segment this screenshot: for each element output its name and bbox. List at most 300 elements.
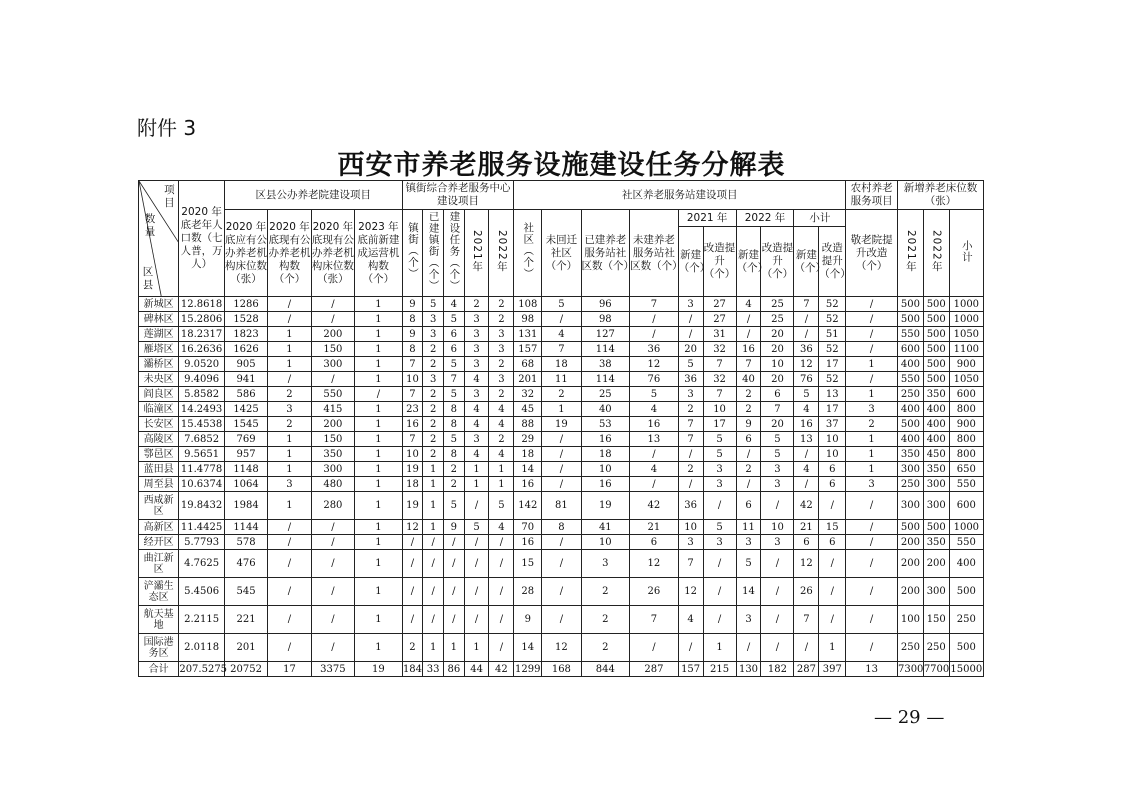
value-cell: / <box>311 634 354 662</box>
corner-county-label: 区县 <box>142 266 154 291</box>
header-comm-unbuilt: 未建养老服务站社区数（个） <box>630 210 679 297</box>
value-cell: / <box>542 550 581 578</box>
value-cell: 37 <box>819 417 846 432</box>
value-cell: 7 <box>794 297 819 312</box>
value-cell: 7 <box>678 550 703 578</box>
attachment-label: 附件 3 <box>137 116 197 140</box>
value-cell: 2 <box>736 402 761 417</box>
value-cell: / <box>846 327 898 342</box>
value-cell: 5 <box>444 492 465 520</box>
value-cell: 280 <box>311 492 354 520</box>
value-cell: 38 <box>581 357 630 372</box>
value-cell: 200 <box>311 417 354 432</box>
table-row <box>139 535 984 550</box>
value-cell: 400 <box>923 432 949 447</box>
value-cell: / <box>819 578 846 606</box>
corner-header <box>139 181 179 297</box>
value-cell: 1 <box>355 432 403 447</box>
value-cell: 2 <box>268 417 311 432</box>
value-cell: / <box>630 327 679 342</box>
header-town-task: 建设任务（个） <box>444 210 465 297</box>
value-cell: 10 <box>819 432 846 447</box>
value-cell: 3 <box>489 372 514 387</box>
value-cell: 500 <box>897 520 923 535</box>
value-cell: 7 <box>630 606 679 634</box>
value-cell: 19.8432 <box>179 492 225 520</box>
value-cell: 7 <box>794 606 819 634</box>
value-cell: 42 <box>630 492 679 520</box>
value-cell: 300 <box>923 578 949 606</box>
value-cell: 13 <box>794 432 819 447</box>
value-cell: 5 <box>761 432 794 447</box>
value-cell: 40 <box>736 372 761 387</box>
value-cell: / <box>703 550 736 578</box>
value-cell: 5.8582 <box>179 387 225 402</box>
value-cell: 4 <box>736 297 761 312</box>
value-cell: 905 <box>224 357 267 372</box>
value-cell: 800 <box>949 447 983 462</box>
value-cell: 3 <box>464 357 489 372</box>
value-cell: / <box>761 606 794 634</box>
value-cell: / <box>703 606 736 634</box>
district-cell: 阎良区 <box>139 387 179 402</box>
value-cell: 19 <box>542 417 581 432</box>
value-cell: 9.0520 <box>179 357 225 372</box>
value-cell: / <box>311 312 354 327</box>
value-cell: 7 <box>678 432 703 447</box>
value-cell: / <box>630 312 679 327</box>
value-cell: 350 <box>923 387 949 402</box>
value-cell: 40 <box>581 402 630 417</box>
value-cell: 1 <box>355 578 403 606</box>
value-cell: 2 <box>489 312 514 327</box>
value-cell: 1 <box>846 432 898 447</box>
value-cell: 3 <box>678 535 703 550</box>
value-cell: 157 <box>514 342 542 357</box>
header-comm-subtotal: 小计 <box>794 210 846 227</box>
value-cell: / <box>794 312 819 327</box>
value-cell: 1 <box>846 357 898 372</box>
value-cell: 3 <box>678 387 703 402</box>
header-pub-existing-beds: 2020 年底现有公办养老机构床位数（张） <box>311 210 354 297</box>
value-cell: 19 <box>581 492 630 520</box>
value-cell: 5 <box>542 297 581 312</box>
value-cell: 6 <box>736 432 761 447</box>
value-cell: 7 <box>678 417 703 432</box>
header-beds-subtotal: 小计 <box>949 210 983 297</box>
value-cell: / <box>444 535 465 550</box>
value-cell: 1 <box>423 492 444 520</box>
value-cell: 17 <box>703 417 736 432</box>
value-cell: 12 <box>402 520 423 535</box>
value-cell: 52 <box>819 297 846 312</box>
value-cell: 18.2317 <box>179 327 225 342</box>
value-cell: / <box>268 312 311 327</box>
value-cell: 250 <box>897 477 923 492</box>
value-cell: 550 <box>311 387 354 402</box>
value-cell: / <box>678 477 703 492</box>
value-cell: 2 <box>423 402 444 417</box>
value-cell: 4 <box>444 297 465 312</box>
value-cell: 1 <box>355 297 403 312</box>
value-cell: 3 <box>761 535 794 550</box>
value-cell: 10 <box>819 447 846 462</box>
value-cell: 1 <box>268 462 311 477</box>
value-cell: 1050 <box>949 372 983 387</box>
value-cell: 2 <box>489 357 514 372</box>
value-cell: 8 <box>444 417 465 432</box>
value-cell: 9.5651 <box>179 447 225 462</box>
value-cell: 1050 <box>949 327 983 342</box>
value-cell: 25 <box>761 312 794 327</box>
district-cell: 新城区 <box>139 297 179 312</box>
value-cell: 108 <box>514 297 542 312</box>
value-cell: 1 <box>268 342 311 357</box>
table-row <box>139 477 984 492</box>
value-cell: 201 <box>224 634 267 662</box>
table-row <box>139 342 984 357</box>
value-cell: 168 <box>542 662 581 677</box>
value-cell: 114 <box>581 342 630 357</box>
value-cell: / <box>402 578 423 606</box>
value-cell: 1984 <box>224 492 267 520</box>
value-cell: 1626 <box>224 342 267 357</box>
value-cell: 1 <box>444 634 465 662</box>
district-cell: 国际港务区 <box>139 634 179 662</box>
value-cell: 4 <box>794 402 819 417</box>
value-cell: 10 <box>761 520 794 535</box>
value-cell: 3 <box>846 402 898 417</box>
value-cell: / <box>846 634 898 662</box>
value-cell: / <box>423 606 444 634</box>
value-cell: 33 <box>423 662 444 677</box>
value-cell: 3 <box>489 327 514 342</box>
value-cell: 2 <box>581 606 630 634</box>
value-cell: 1 <box>355 327 403 342</box>
value-cell: 221 <box>224 606 267 634</box>
value-cell: 42 <box>794 492 819 520</box>
value-cell: 20 <box>678 342 703 357</box>
district-cell: 合计 <box>139 662 179 677</box>
table-row <box>139 327 984 342</box>
value-cell: 250 <box>949 606 983 634</box>
value-cell: 287 <box>630 662 679 677</box>
value-cell: / <box>311 578 354 606</box>
value-cell: 13 <box>819 387 846 402</box>
value-cell: 52 <box>819 342 846 357</box>
header-comm-2021: 2021 年 <box>678 210 736 227</box>
value-cell: 3375 <box>311 662 354 677</box>
value-cell: 16.2636 <box>179 342 225 357</box>
value-cell: / <box>678 447 703 462</box>
value-cell: 1000 <box>949 520 983 535</box>
value-cell: 15.4538 <box>179 417 225 432</box>
value-cell: 36 <box>678 372 703 387</box>
value-cell: 10 <box>581 462 630 477</box>
value-cell: 1 <box>464 634 489 662</box>
value-cell: 350 <box>897 447 923 462</box>
value-cell: 14.2493 <box>179 402 225 417</box>
table-row <box>139 297 984 312</box>
value-cell: 10 <box>703 402 736 417</box>
value-cell: 207.5275 <box>179 663 228 675</box>
district-cell: 西咸新区 <box>139 492 179 520</box>
value-cell: 1 <box>355 357 403 372</box>
value-cell: 941 <box>224 372 267 387</box>
value-cell: 2.0118 <box>179 634 225 662</box>
district-cell: 临潼区 <box>139 402 179 417</box>
value-cell: 16 <box>794 417 819 432</box>
value-cell: 1 <box>355 447 403 462</box>
value-cell: 3 <box>464 312 489 327</box>
table-row <box>139 432 984 447</box>
value-cell: 3 <box>423 372 444 387</box>
value-cell: 4 <box>489 520 514 535</box>
value-cell: / <box>444 606 465 634</box>
value-cell: 4 <box>794 462 819 477</box>
value-cell: 1148 <box>224 462 267 477</box>
value-cell: 1299 <box>515 663 541 675</box>
value-cell: / <box>311 606 354 634</box>
value-cell: 21 <box>794 520 819 535</box>
value-cell: 2 <box>542 387 581 402</box>
value-cell: 1 <box>268 432 311 447</box>
value-cell: 2 <box>402 634 423 662</box>
value-cell: 130 <box>736 662 761 677</box>
value-cell: 27 <box>703 297 736 312</box>
district-cell: 高新区 <box>139 520 179 535</box>
value-cell: 3 <box>703 462 736 477</box>
header-group-rural: 农村养老服务项目 <box>846 181 898 210</box>
value-cell: 900 <box>949 357 983 372</box>
header-population: 2020 年底老年人口数（七人普，万人） <box>179 181 225 297</box>
value-cell: 8 <box>542 520 581 535</box>
table-row <box>139 462 984 477</box>
value-cell: 1 <box>268 327 311 342</box>
value-cell: 3 <box>846 477 898 492</box>
value-cell: / <box>464 578 489 606</box>
value-cell: 5 <box>423 297 444 312</box>
value-cell: / <box>444 550 465 578</box>
value-cell: 250 <box>897 634 923 662</box>
value-cell: 500 <box>897 297 923 312</box>
value-cell: 5 <box>794 387 819 402</box>
value-cell: / <box>311 372 354 387</box>
value-cell: 18 <box>402 477 423 492</box>
value-cell: 26 <box>794 578 819 606</box>
value-cell: / <box>819 492 846 520</box>
value-cell: 3 <box>464 327 489 342</box>
value-cell: 10 <box>402 447 423 462</box>
value-cell: 7 <box>402 387 423 402</box>
header-beds-2021: 2021年 <box>897 210 923 297</box>
value-cell: 20 <box>761 372 794 387</box>
value-cell: 6 <box>736 492 761 520</box>
value-cell: 800 <box>949 432 983 447</box>
value-cell: 9 <box>514 606 542 634</box>
header-2022-upgrade: 改造提升（个） <box>761 227 794 297</box>
district-cell: 碑林区 <box>139 312 179 327</box>
value-cell: 200 <box>897 578 923 606</box>
value-cell: / <box>846 606 898 634</box>
value-cell: / <box>846 520 898 535</box>
value-cell: / <box>794 634 819 662</box>
corner-count-label: 数量 <box>144 213 156 238</box>
value-cell: 500 <box>897 312 923 327</box>
value-cell: 20752 <box>224 662 267 677</box>
value-cell: 500 <box>923 357 949 372</box>
value-cell: 1 <box>355 606 403 634</box>
header-group-new-beds: 新增养老床位数（张） <box>897 181 983 210</box>
value-cell: 157 <box>678 662 703 677</box>
value-cell: 300 <box>897 462 923 477</box>
value-cell: / <box>311 297 354 312</box>
value-cell: / <box>761 634 794 662</box>
value-cell: 287 <box>794 662 819 677</box>
value-cell: 397 <box>819 662 846 677</box>
value-cell: 200 <box>923 550 949 578</box>
value-cell: 86 <box>444 662 465 677</box>
value-cell: 1 <box>355 312 403 327</box>
value-cell: 550 <box>949 477 983 492</box>
value-cell: 19 <box>402 492 423 520</box>
value-cell: / <box>311 535 354 550</box>
value-cell: / <box>736 477 761 492</box>
value-cell: 42 <box>489 662 514 677</box>
value-cell: 400 <box>897 357 923 372</box>
value-cell: 10.6374 <box>179 477 225 492</box>
value-cell: 6 <box>444 342 465 357</box>
value-cell: 650 <box>949 462 983 477</box>
value-cell: / <box>736 634 761 662</box>
value-cell: 500 <box>923 297 949 312</box>
value-cell: / <box>268 297 311 312</box>
value-cell: 15 <box>819 520 846 535</box>
value-cell: 1 <box>355 462 403 477</box>
value-cell: 6 <box>444 327 465 342</box>
value-cell: 9 <box>402 297 423 312</box>
value-cell: 3 <box>489 342 514 357</box>
value-cell: 5 <box>736 550 761 578</box>
value-cell: 1528 <box>224 312 267 327</box>
value-cell: 5 <box>630 387 679 402</box>
value-cell: 4 <box>489 417 514 432</box>
value-cell: 52 <box>819 372 846 387</box>
value-cell: 18 <box>542 357 581 372</box>
value-cell: 81 <box>542 492 581 520</box>
value-cell: 28 <box>514 578 542 606</box>
value-cell: 500 <box>949 578 983 606</box>
value-cell: 2 <box>489 387 514 402</box>
value-cell: 5 <box>678 357 703 372</box>
value-cell: 500 <box>949 634 983 662</box>
value-cell: 7 <box>703 387 736 402</box>
value-cell: 400 <box>897 402 923 417</box>
value-cell: / <box>846 550 898 578</box>
value-cell: / <box>761 578 794 606</box>
value-cell: 1 <box>355 342 403 357</box>
value-cell: 200 <box>897 550 923 578</box>
value-cell: 350 <box>311 447 354 462</box>
value-cell: 31 <box>703 327 736 342</box>
header-beds-2022: 2022年 <box>923 210 949 297</box>
value-cell: 2 <box>423 342 444 357</box>
value-cell: 14 <box>514 634 542 662</box>
header-pub-new-2023: 2023 年底前新建成运营机构数（个） <box>355 210 403 297</box>
value-cell: / <box>761 492 794 520</box>
value-cell: / <box>464 492 489 520</box>
value-cell: / <box>736 447 761 462</box>
value-cell: 16 <box>514 477 542 492</box>
value-cell: 14 <box>736 578 761 606</box>
value-cell: 550 <box>897 372 923 387</box>
value-cell: 12 <box>678 578 703 606</box>
table-row <box>139 387 984 402</box>
value-cell: 1 <box>355 492 403 520</box>
value-cell: 300 <box>897 492 923 520</box>
value-cell: / <box>489 606 514 634</box>
value-cell: / <box>268 578 311 606</box>
value-cell: 1144 <box>224 520 267 535</box>
value-cell: 12 <box>794 550 819 578</box>
value-cell: 7 <box>703 357 736 372</box>
district-cell: 浐灞生态区 <box>139 578 179 606</box>
header-pub-existing-count: 2020 年底现有公办养老机构数（个） <box>268 210 311 297</box>
table-row <box>139 578 984 606</box>
value-cell: 1 <box>268 447 311 462</box>
district-cell: 莲湖区 <box>139 327 179 342</box>
value-cell: 2 <box>489 432 514 447</box>
value-cell: 400 <box>897 432 923 447</box>
value-cell: / <box>268 372 311 387</box>
value-cell: 6 <box>819 535 846 550</box>
value-cell: / <box>736 327 761 342</box>
value-cell: 6 <box>630 535 679 550</box>
value-cell: / <box>489 578 514 606</box>
value-cell: 1 <box>355 550 403 578</box>
value-cell: / <box>464 550 489 578</box>
value-cell: 200 <box>311 327 354 342</box>
district-cell: 经开区 <box>139 535 179 550</box>
value-cell: 1 <box>489 462 514 477</box>
value-cell: 415 <box>311 402 354 417</box>
value-cell: / <box>794 327 819 342</box>
table-row <box>139 357 984 372</box>
value-cell: / <box>423 578 444 606</box>
value-cell: / <box>542 535 581 550</box>
value-cell: 2 <box>736 462 761 477</box>
table-row <box>139 634 984 662</box>
value-cell: 450 <box>923 447 949 462</box>
value-cell: 98 <box>581 312 630 327</box>
table-row <box>139 520 984 535</box>
table-row <box>139 372 984 387</box>
value-cell: 3 <box>464 387 489 402</box>
header-town-total: 镇街（个） <box>402 210 423 297</box>
value-cell: 800 <box>949 402 983 417</box>
value-cell: 76 <box>630 372 679 387</box>
value-cell: 7 <box>736 357 761 372</box>
value-cell: 250 <box>923 634 949 662</box>
value-cell: 957 <box>224 447 267 462</box>
value-cell: 3 <box>678 297 703 312</box>
value-cell: / <box>489 535 514 550</box>
header-2021-new: 新建（个） <box>678 227 703 297</box>
value-cell: 7 <box>542 342 581 357</box>
value-cell: 15000 <box>950 663 983 675</box>
district-cell: 航天基地 <box>139 606 179 634</box>
value-cell: 8 <box>402 342 423 357</box>
